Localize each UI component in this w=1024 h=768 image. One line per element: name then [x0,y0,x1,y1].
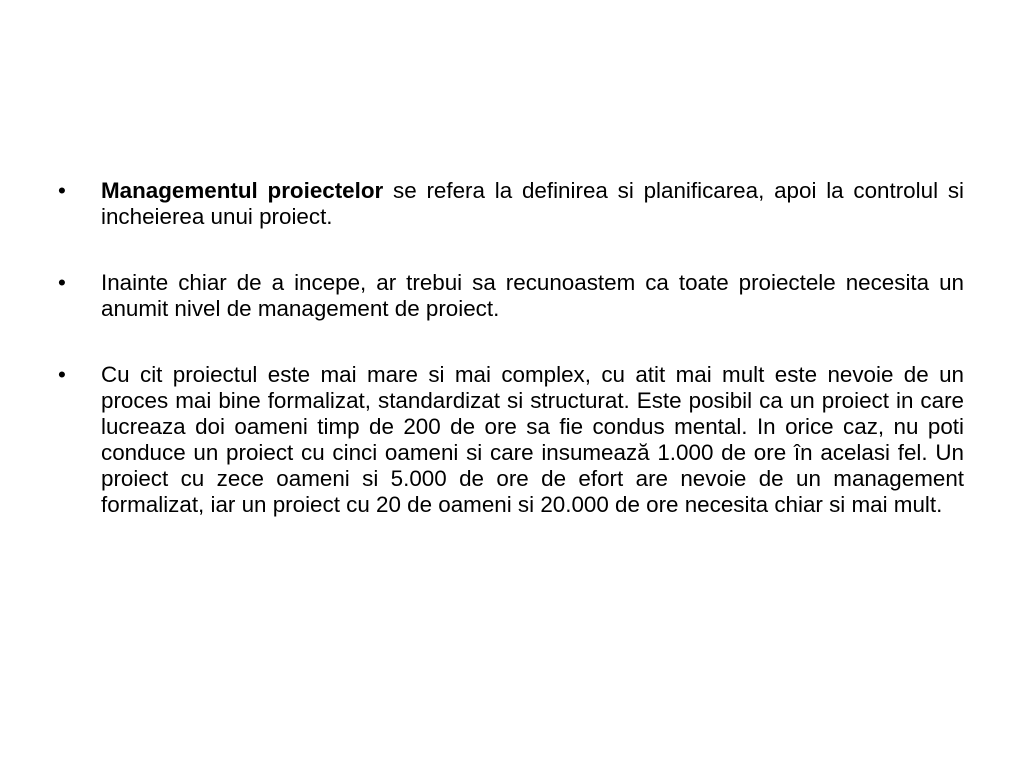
bold-term: Managementul proiectelor [101,178,384,203]
bullet-body: se refera la definirea si planificarea, apoi la controlul si incheierea unui proiect. [101,178,964,229]
bullet-item-before-starting [58,270,964,322]
bullet-item-project-management [58,178,964,230]
bullet-list [58,178,964,518]
bullet-marker: • [58,178,66,203]
bullet-marker: • [58,362,66,387]
bullet-text [101,178,964,229]
bullet-body: Inainte chiar de a incepe, ar trebui sa recunoastem ca toate proiectele necesita un anumit nivel de management de proiect. [101,270,964,321]
bullet-marker: • [58,270,66,295]
bullet-item-project-size [58,362,964,518]
bullet-body: Cu cit proiectul este mai mare si mai complex, cu atit mai mult este nevoie de un proces mai bine formalizat, standardizat si structurat. Este posibil ca un proiect in care lucreaza doi oameni timp de 200 de ore sa fie condus mental. In orice caz, nu poti conduce un proiect cu cinci oameni si care insumează 1.000 de ore în acelasi fel. Un proiect cu zece oameni si 5.000 de ore de efort are nevoie de un management formalizat, iar un proiect cu 20 de oameni si 20.000 de ore necesita chiar si mai mult. [101,362,964,517]
